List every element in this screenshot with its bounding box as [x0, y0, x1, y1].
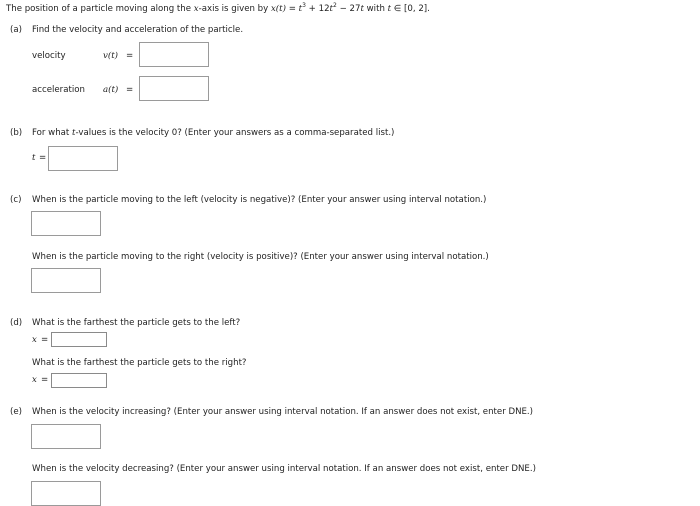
x-variable: x — [193, 4, 199, 14]
part-c-question-right: When is the particle moving to the right (velocity is positive)? (Enter your answer using interval notation.) — [32, 252, 489, 262]
farthest-left-input[interactable] — [51, 332, 107, 347]
moving-right-input[interactable] — [31, 268, 101, 293]
minus-coefficient: − 27 — [336, 4, 361, 14]
part-b-question-var: t — [72, 128, 76, 138]
moving-left-input[interactable] — [31, 211, 101, 236]
part-d-question-right: What is the farthest the particle gets to the right? — [32, 358, 247, 368]
x-left-label: x — [32, 335, 37, 345]
t-equals: = — [39, 153, 47, 163]
velocity-function: v(t) — [103, 51, 119, 61]
part-c-letter: (c) — [10, 195, 22, 205]
x-right-equals: = — [41, 375, 49, 385]
equals-sign: = — [285, 4, 299, 14]
domain-interval: ∈ [0, 2]. — [391, 4, 430, 14]
velocity-label: velocity — [32, 51, 66, 61]
term2-base: t — [329, 4, 334, 14]
part-d-letter: (d) — [10, 318, 23, 328]
statement-text: The position of a particle moving along the — [6, 4, 194, 14]
part-e-letter: (e) — [10, 407, 22, 417]
statement-axis: -axis is given by — [198, 4, 271, 14]
part-b-letter: (b) — [10, 128, 23, 138]
acceleration-function: a(t) — [103, 85, 119, 95]
part-e-question-increasing: When is the velocity increasing? (Enter your answer using interval notation. If an answer does not exist, enter DNE.) — [32, 407, 534, 417]
part-c-question-left: When is the particle moving to the left (velocity is negative)? (Enter your answer using interval notation.) — [32, 195, 487, 205]
domain-var: t — [387, 4, 392, 14]
x-left-equals: = — [41, 335, 49, 345]
plus-coefficient: + 12 — [305, 4, 330, 14]
part-b-question-pre: For what — [32, 128, 73, 138]
acceleration-label: acceleration — [32, 85, 85, 95]
part-a-letter: (a) — [10, 25, 22, 35]
t-values-input[interactable] — [48, 146, 118, 171]
part-b-question-post: -values is the velocity 0? (Enter your answers as a comma-separated list.) — [75, 128, 395, 138]
farthest-right-input[interactable] — [51, 373, 107, 388]
acceleration-equals: = — [126, 85, 134, 95]
velocity-equals: = — [126, 51, 134, 61]
function-lhs: x(t) — [270, 4, 286, 14]
part-e-question-decreasing: When is the velocity decreasing? (Enter your answer using interval notation. If an answer does not exist, enter DNE.) — [32, 464, 536, 474]
t-label: t — [32, 153, 36, 163]
term2-exponent: 2 — [333, 2, 337, 10]
x-right-label: x — [32, 375, 37, 385]
problem-statement — [6, 4, 430, 14]
velocity-decreasing-input[interactable] — [31, 481, 101, 506]
velocity-increasing-input[interactable] — [31, 424, 101, 449]
acceleration-input[interactable] — [139, 76, 209, 101]
term1-base: t — [298, 4, 303, 14]
part-a-question: Find the velocity and acceleration of the particle. — [32, 25, 244, 35]
part-b-question — [32, 128, 394, 138]
term3-var: t — [360, 4, 364, 14]
term1-exponent: 3 — [302, 2, 306, 10]
with-text: with — [363, 4, 388, 14]
part-d-question-left: What is the farthest the particle gets to the left? — [32, 318, 241, 328]
velocity-input[interactable] — [139, 42, 209, 67]
